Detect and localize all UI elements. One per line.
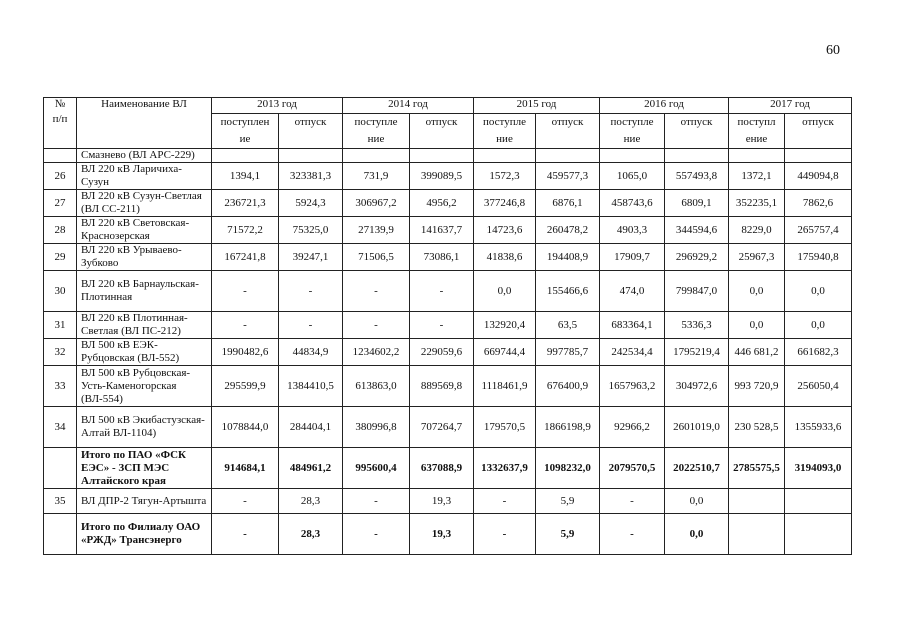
cell-received [729,149,785,163]
cell-released [279,149,343,163]
cell-released: 4956,2 [410,190,474,217]
cell-received: 167241,8 [212,244,279,271]
cell-released: 39247,1 [279,244,343,271]
cell-received: 242534,4 [600,339,665,366]
line-name: ВЛ 220 кВ Плотинная-Светлая (ВЛ ПС-212) [77,312,212,339]
cell-received: 377246,8 [474,190,536,217]
cell-received: 132920,4 [474,312,536,339]
row-number [44,149,77,163]
row-number: 34 [44,407,77,448]
cell-released: 229059,6 [410,339,474,366]
cell-received: - [343,271,410,312]
cell-released: 44834,9 [279,339,343,366]
line-name: ВЛ 500 кВ ЕЭК-Рубцовская (ВЛ-552) [77,339,212,366]
cell-released: - [279,271,343,312]
cell-received: 8229,0 [729,217,785,244]
header-received: поступле ние [600,114,665,149]
cell-received: 41838,6 [474,244,536,271]
cell-received: 230 528,5 [729,407,785,448]
cell-received: 306967,2 [343,190,410,217]
row-number: 30 [44,271,77,312]
cell-released: 141637,7 [410,217,474,244]
table-total-row [44,448,852,489]
cell-received: - [212,489,279,514]
line-name: Смазнево (ВЛ АРС-229) [77,149,212,163]
data-table [43,97,852,555]
cell-received [474,149,536,163]
header-year-2015: 2015 год [474,98,600,114]
header-released: отпуск [410,114,474,149]
line-name: ВЛ 500 кВ Рубцовская-Усть-Каменогорская (ВЛ-554) [77,366,212,407]
cell-released: 194408,9 [536,244,600,271]
header-year-2014: 2014 год [343,98,474,114]
line-name: Итого по ПАО «ФСК ЕЭС» - ЗСП МЭС Алтайского края [77,448,212,489]
line-name: ВЛ ДПР-2 Тягун-Артышта [77,489,212,514]
line-name: ВЛ 220 кВ Барнаульская-Плотинная [77,271,212,312]
cell-released: 19,3 [410,514,474,555]
cell-received [729,489,785,514]
cell-released: 1795219,4 [665,339,729,366]
cell-released: 75325,0 [279,217,343,244]
cell-released: 449094,8 [785,163,852,190]
row-number: 26 [44,163,77,190]
cell-received: 92966,2 [600,407,665,448]
table-row [44,489,852,514]
cell-released: 1866198,9 [536,407,600,448]
header-received: поступлен ие [212,114,279,149]
cell-released: 3194093,0 [785,448,852,489]
cell-released: 28,3 [279,489,343,514]
cell-released: 1355933,6 [785,407,852,448]
cell-received: 1078844,0 [212,407,279,448]
row-number [44,514,77,555]
cell-received: 1332637,9 [474,448,536,489]
cell-released: - [410,271,474,312]
cell-received: 1990482,6 [212,339,279,366]
cell-received: - [343,514,410,555]
cell-received: - [212,312,279,339]
line-name: ВЛ 220 кВ Сузун-Светлая (ВЛ СС-211) [77,190,212,217]
row-number [44,448,77,489]
table-row [44,407,852,448]
cell-received: 380996,8 [343,407,410,448]
cell-released: 0,0 [785,312,852,339]
cell-received: 731,9 [343,163,410,190]
cell-released: 5,9 [536,489,600,514]
cell-received: 0,0 [729,312,785,339]
table-row [44,312,852,339]
cell-received: - [212,271,279,312]
cell-received: 14723,6 [474,217,536,244]
cell-received: - [474,489,536,514]
table-row [44,149,852,163]
table-total-row [44,514,852,555]
cell-released: 256050,4 [785,366,852,407]
cell-released [785,489,852,514]
cell-released: - [410,312,474,339]
cell-received: 295599,9 [212,366,279,407]
table-row [44,271,852,312]
header-num: № п/п [44,98,77,149]
cell-received: 995600,4 [343,448,410,489]
cell-received: 1234602,2 [343,339,410,366]
cell-released [785,149,852,163]
cell-released: 1384410,5 [279,366,343,407]
cell-released: 7862,6 [785,190,852,217]
cell-released: 2601019,0 [665,407,729,448]
table-row [44,217,852,244]
cell-released: 28,3 [279,514,343,555]
cell-received: 1572,3 [474,163,536,190]
cell-received: 236721,3 [212,190,279,217]
header-received: поступле ние [343,114,410,149]
cell-released: 799847,0 [665,271,729,312]
cell-received: 352235,1 [729,190,785,217]
cell-released: 676400,9 [536,366,600,407]
line-name: ВЛ 220 кВ Ларичиха-Сузун [77,163,212,190]
cell-released: 63,5 [536,312,600,339]
header-received: поступле ние [474,114,536,149]
cell-received: 0,0 [729,271,785,312]
cell-released [665,149,729,163]
cell-released: 304972,6 [665,366,729,407]
row-number: 33 [44,366,77,407]
cell-received [729,514,785,555]
cell-released: 0,0 [665,514,729,555]
cell-released: 155466,6 [536,271,600,312]
header-name: Наименование ВЛ [77,98,212,149]
cell-received: 27139,9 [343,217,410,244]
header-released: отпуск [536,114,600,149]
cell-released: 997785,7 [536,339,600,366]
cell-received: 0,0 [474,271,536,312]
cell-received: 1394,1 [212,163,279,190]
header-year-2013: 2013 год [212,98,343,114]
cell-received: - [343,489,410,514]
cell-received: 179570,5 [474,407,536,448]
table-row [44,244,852,271]
cell-released: 73086,1 [410,244,474,271]
cell-received: 458743,6 [600,190,665,217]
cell-received: 25967,3 [729,244,785,271]
row-number: 35 [44,489,77,514]
cell-released [410,149,474,163]
table-row [44,163,852,190]
cell-received: 71506,5 [343,244,410,271]
cell-received [212,149,279,163]
cell-received: - [600,514,665,555]
cell-released: 5,9 [536,514,600,555]
cell-received [600,149,665,163]
cell-released: 260478,2 [536,217,600,244]
cell-received: 1118461,9 [474,366,536,407]
cell-received: 2079570,5 [600,448,665,489]
table-row [44,366,852,407]
line-name: ВЛ 500 кВ Экибастузская-Алтай ВЛ-1104) [77,407,212,448]
header-released: отпуск [785,114,852,149]
table-row [44,190,852,217]
cell-released: 889569,8 [410,366,474,407]
header-released: отпуск [665,114,729,149]
cell-received: - [474,514,536,555]
header-released: отпуск [279,114,343,149]
cell-released: 265757,4 [785,217,852,244]
cell-released: 557493,8 [665,163,729,190]
cell-received: 71572,2 [212,217,279,244]
cell-received: 2785575,5 [729,448,785,489]
cell-released [536,149,600,163]
cell-released: 707264,7 [410,407,474,448]
cell-received: - [600,489,665,514]
row-number: 31 [44,312,77,339]
cell-received: 446 681,2 [729,339,785,366]
cell-released: 459577,3 [536,163,600,190]
cell-released: 2022510,7 [665,448,729,489]
cell-received: 1372,1 [729,163,785,190]
row-number: 27 [44,190,77,217]
cell-released: 484961,2 [279,448,343,489]
cell-received: 613863,0 [343,366,410,407]
row-number: 29 [44,244,77,271]
table-row [44,339,852,366]
cell-received: 669744,4 [474,339,536,366]
cell-received: - [343,312,410,339]
row-number: 32 [44,339,77,366]
cell-received: 914684,1 [212,448,279,489]
cell-released: 661682,3 [785,339,852,366]
cell-received: 1657963,2 [600,366,665,407]
cell-released: 6876,1 [536,190,600,217]
cell-released: 637088,9 [410,448,474,489]
cell-received: 474,0 [600,271,665,312]
cell-released: 0,0 [785,271,852,312]
cell-received: 4903,3 [600,217,665,244]
header-received: поступл ение [729,114,785,149]
cell-released: 19,3 [410,489,474,514]
cell-released: 284404,1 [279,407,343,448]
cell-received: 683364,1 [600,312,665,339]
cell-released: 175940,8 [785,244,852,271]
row-number: 28 [44,217,77,244]
cell-released: 399089,5 [410,163,474,190]
header-year-2017: 2017 год [729,98,852,114]
cell-released: 344594,6 [665,217,729,244]
cell-received [343,149,410,163]
cell-released: 5336,3 [665,312,729,339]
cell-released: 323381,3 [279,163,343,190]
line-name: ВЛ 220 кВ Урываево-Зубково [77,244,212,271]
cell-released: 1098232,0 [536,448,600,489]
cell-received: 993 720,9 [729,366,785,407]
page-number: 60 [826,43,840,58]
line-name: Итого по Филиалу ОАО «РЖД» Трансэнерго [77,514,212,555]
header-year-2016: 2016 год [600,98,729,114]
cell-released: 0,0 [665,489,729,514]
cell-received: 17909,7 [600,244,665,271]
cell-received: 1065,0 [600,163,665,190]
cell-released: 296929,2 [665,244,729,271]
cell-released [785,514,852,555]
line-name: ВЛ 220 кВ Световская-Краснозерская [77,217,212,244]
cell-released: - [279,312,343,339]
cell-released: 6809,1 [665,190,729,217]
cell-released: 5924,3 [279,190,343,217]
cell-received: - [212,514,279,555]
